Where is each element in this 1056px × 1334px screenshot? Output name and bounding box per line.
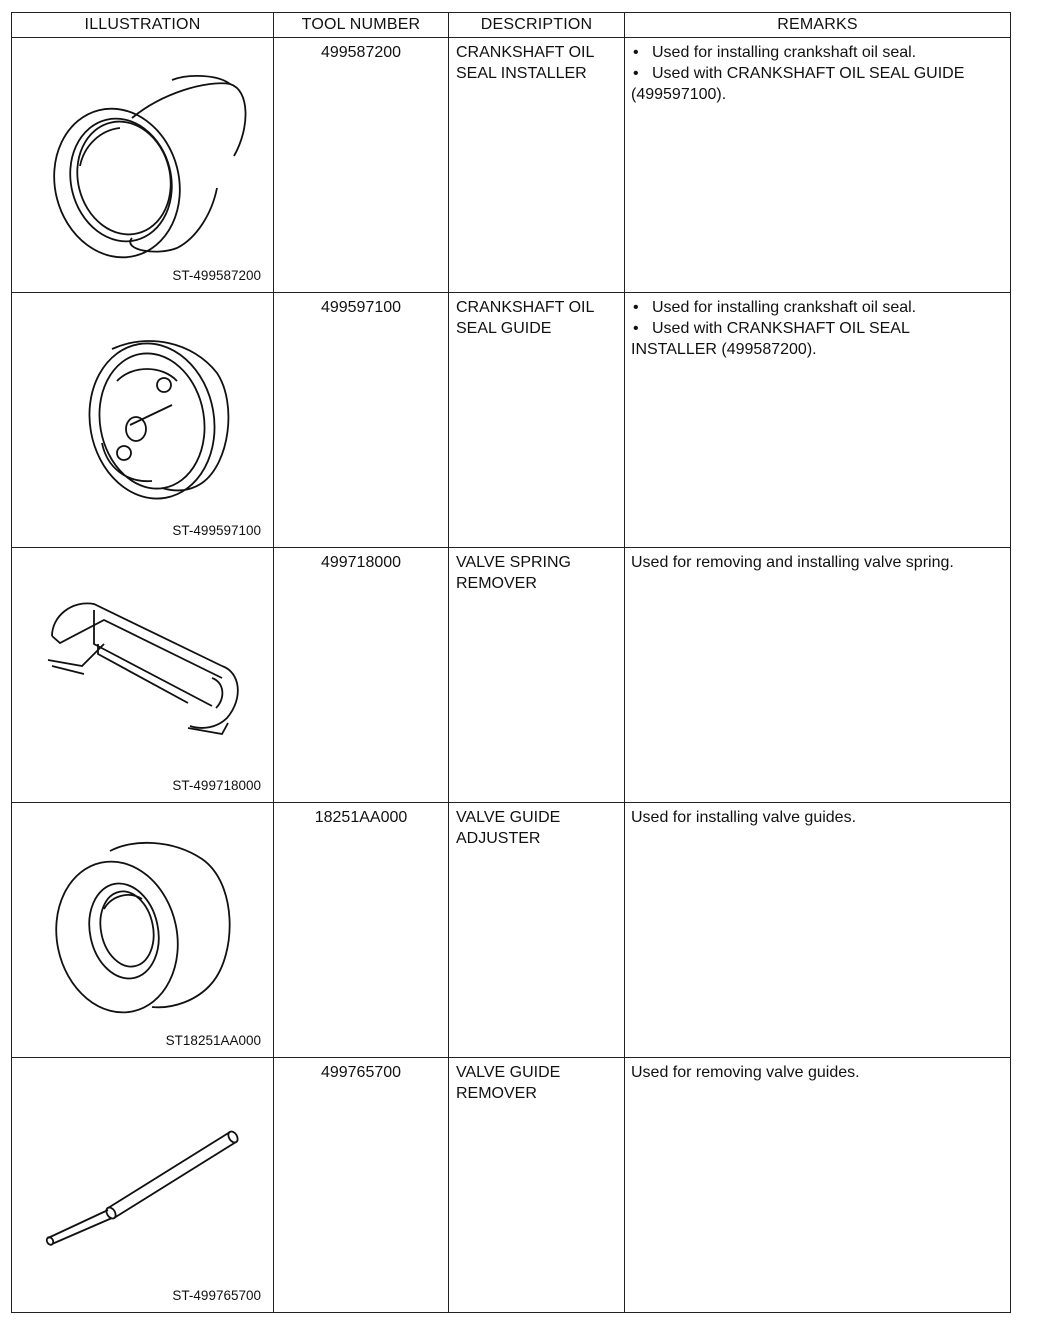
- description-line: ADJUSTER: [456, 830, 541, 847]
- illustration-cell: [12, 38, 274, 293]
- header-description: DESCRIPTION: [449, 13, 625, 38]
- remark-text: Used for removing valve guides.: [631, 1064, 860, 1081]
- tool-number-cell: [274, 1058, 449, 1313]
- remark-bullet: • Used with CRANKSHAFT OIL SEAL GUIDE: [633, 65, 965, 82]
- description-line: REMOVER: [456, 575, 537, 592]
- description-cell: [449, 38, 625, 293]
- remark-bullet: • Used with CRANKSHAFT OIL SEAL: [633, 320, 910, 337]
- remark-bullet: • Used for installing crankshaft oil seal.: [633, 44, 917, 61]
- illustration-code: ST18251AA000: [165, 1033, 261, 1048]
- remark-continuation: (499597100).: [631, 86, 727, 103]
- valve-spring-remover-icon: [12, 548, 274, 802]
- crankshaft-oil-seal-guide-icon: [12, 293, 274, 547]
- remarks-cell: [625, 293, 1011, 548]
- special-tools-table: [11, 12, 1011, 1313]
- valve-guide-adjuster-icon: [12, 803, 274, 1057]
- description-line: VALVE GUIDE: [456, 809, 561, 826]
- remark-bullet: • Used for installing crankshaft oil seal.: [633, 299, 917, 316]
- remark-continuation: INSTALLER (499587200).: [631, 341, 817, 358]
- description-line: VALVE GUIDE: [456, 1064, 561, 1081]
- header-tool-number: TOOL NUMBER: [274, 13, 449, 38]
- table-row: [12, 1058, 1011, 1313]
- header-remarks: REMARKS: [625, 13, 1011, 38]
- remarks-cell: [625, 548, 1011, 803]
- header-illustration: ILLUSTRATION: [12, 13, 274, 38]
- description-line: CRANKSHAFT OIL: [456, 299, 595, 316]
- tool-number-cell: [274, 38, 449, 293]
- table-row: [12, 38, 1011, 293]
- illustration-code: ST-499587200: [172, 268, 261, 283]
- remark-text: Used for removing and installing valve spring.: [631, 554, 954, 571]
- description-line: SEAL INSTALLER: [456, 65, 587, 82]
- illustration-cell: [12, 293, 274, 548]
- valve-guide-remover-icon: [12, 1058, 274, 1312]
- table-row: [12, 548, 1011, 803]
- tool-number: 18251AA000: [314, 809, 408, 826]
- description-line: CRANKSHAFT OIL: [456, 44, 595, 61]
- description-cell: [449, 548, 625, 803]
- tool-number: 499597100: [320, 299, 402, 316]
- remarks-cell: [625, 38, 1011, 293]
- header-row: [12, 13, 1011, 38]
- description-cell: [449, 293, 625, 548]
- illustration-code: ST-499597100: [172, 523, 261, 538]
- illustration-cell: [12, 1058, 274, 1313]
- crankshaft-oil-seal-installer-icon: [12, 38, 274, 292]
- tool-number: 499765700: [320, 1064, 402, 1081]
- remark-text: Used for installing valve guides.: [631, 809, 857, 826]
- tool-number-cell: [274, 803, 449, 1058]
- description-cell: [449, 803, 625, 1058]
- description-line: REMOVER: [456, 1085, 537, 1102]
- illustration-cell: [12, 548, 274, 803]
- table-row: [12, 293, 1011, 548]
- tool-number: 499587200: [320, 44, 402, 61]
- tool-number-cell: [274, 548, 449, 803]
- description-cell: [449, 1058, 625, 1313]
- tool-number: 499718000: [320, 554, 402, 571]
- illustration-cell: [12, 803, 274, 1058]
- illustration-code: ST-499765700: [172, 1288, 261, 1303]
- description-line: SEAL GUIDE: [456, 320, 552, 337]
- tool-number-cell: [274, 293, 449, 548]
- illustration-code: ST-499718000: [172, 778, 261, 793]
- remarks-cell: [625, 1058, 1011, 1313]
- table-row: [12, 803, 1011, 1058]
- description-line: VALVE SPRING: [456, 554, 571, 571]
- remarks-cell: [625, 803, 1011, 1058]
